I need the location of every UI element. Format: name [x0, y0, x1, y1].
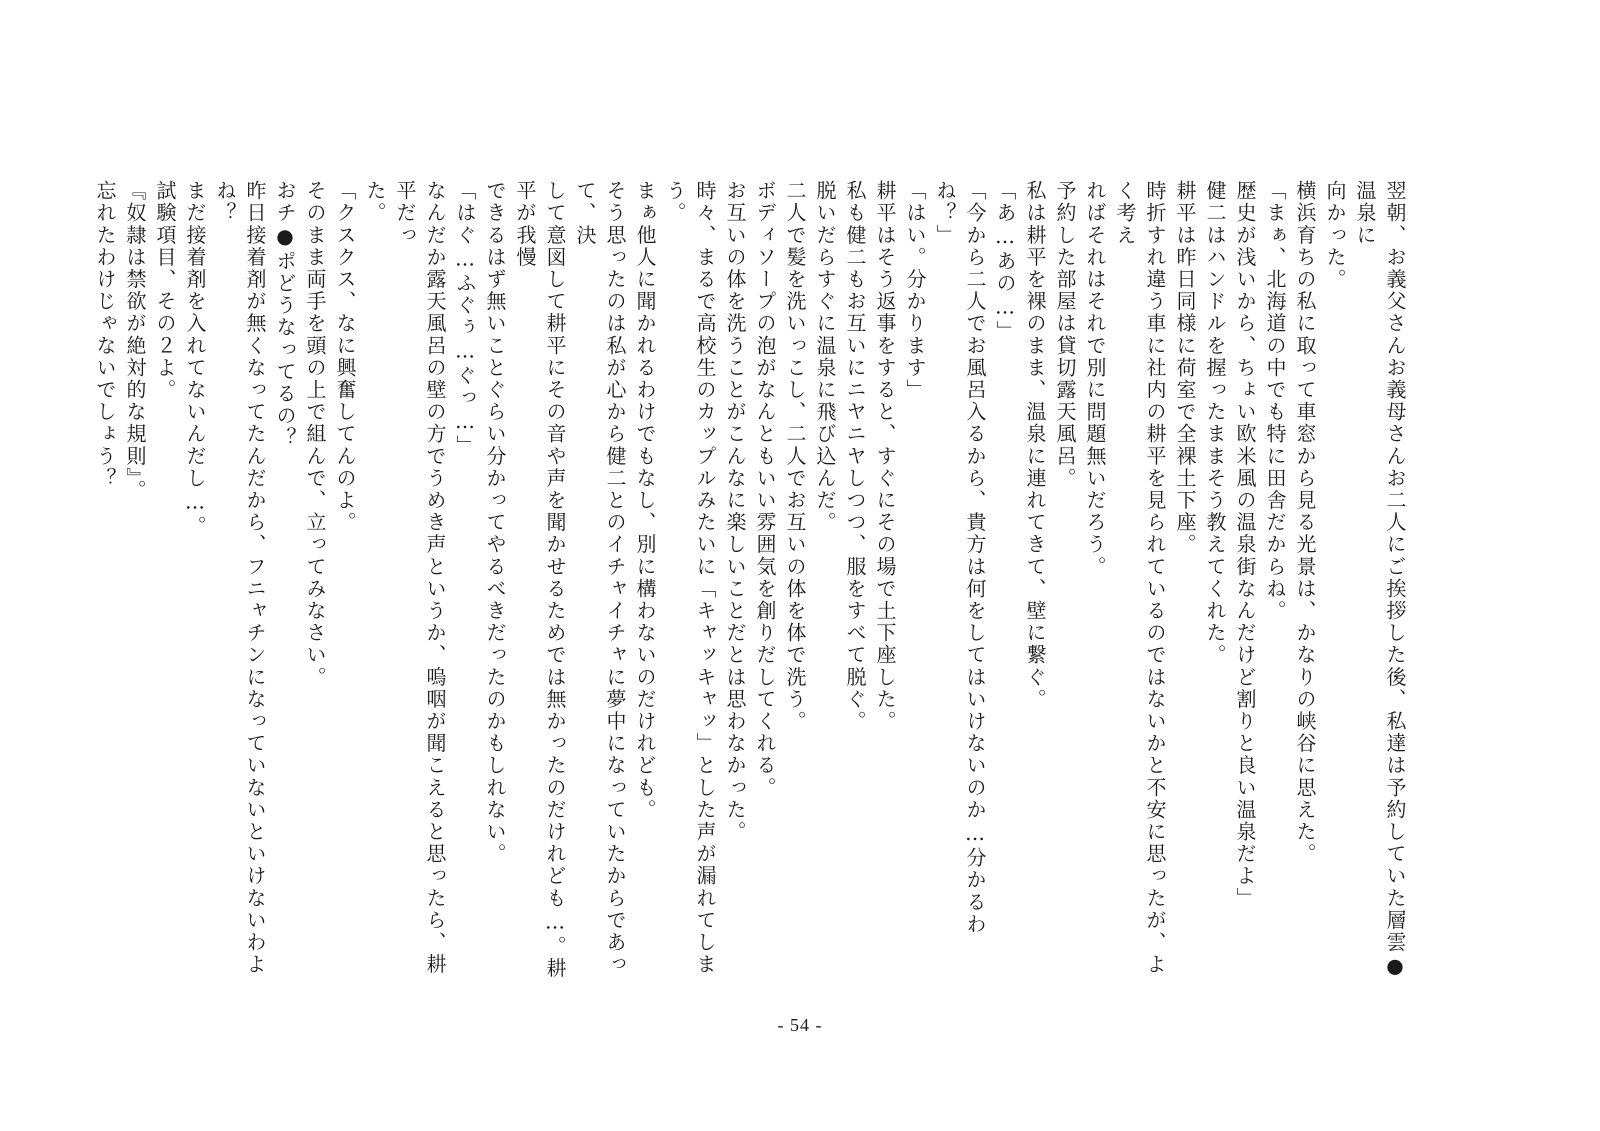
text-line: おチ●ポどうなってるの？ [273, 180, 297, 450]
text-line: 「はぐ…ふぐぅ…ぐっ…」 [453, 180, 477, 458]
text-line: 健二はハンドルを握ったままそう教えてくれた。 [1203, 180, 1227, 667]
text-line: そう思ったのは私が心から健二とのイチャイチャに夢中になっていたからであって、決 [573, 180, 627, 976]
text-line: 「まぁ、北海道の中でも特に田舎だからね。 [1263, 180, 1287, 622]
text-line: 「あ…あの…」 [993, 180, 1017, 343]
text-line: 試験項目、その２よ。 [153, 180, 177, 401]
text-line: 私は耕平を裸のまま、温泉に連れてきて、壁に繋ぐ。 [1023, 180, 1047, 711]
text-line: 「クスクス、なに興奮してんのよ。 [333, 180, 357, 534]
text-line: ればそれはそれで別に問題無いだろう。 [1083, 180, 1107, 578]
text-line: 耕平は昨日同様に荷室で全裸土下座。 [1173, 180, 1197, 556]
text-line: して意図して耕平にその音や声を聞かせるためでは無かったのだけれども…。耕平が我慢 [513, 180, 567, 980]
text-line: 「今から二人でお風呂入るから、貴方は何をしてはいけないのか…分かるわね？」 [933, 180, 987, 936]
text-line: 『奴隷は禁欲が絶対的な規則』。 [123, 180, 147, 502]
text-line: お互いの体を洗うことがこんなに楽しいことだとは思わなかった。 [723, 180, 747, 843]
text-line: 脱いだらすぐに温泉に飛び込んだ。 [813, 180, 837, 534]
text-line: 時々、まるで高校生のカップルみたいに「キャッキャッ」とした声が漏れてしまう。 [663, 180, 717, 976]
text-line: 二人で髪を洗いっこし、二人でお互いの体を体で洗う。 [783, 180, 807, 733]
text-line: ボディソープの泡がなんともいい雰囲気を創りだしてくれる。 [753, 180, 777, 799]
page-number: - 54 - [777, 1015, 823, 1035]
text-line: まだ接着剤を入れてないんだし…。 [183, 180, 207, 538]
text-line: まぁ他人に聞かれるわけでもなし、別に構わないのだけれども。 [633, 180, 657, 821]
text-line: 忘れたわけじゃないでしょう？ [93, 180, 117, 490]
text-line: 歴史が浅いから、ちょい欧米風の温泉街なんだけど割りと良い温泉だよ」 [1233, 180, 1257, 910]
text-line: 時折すれ違う車に社内の耕平を見られているのではないかと不安に思ったが、よく考え [1113, 180, 1167, 976]
text-line: できるはず無いことぐらい分かってやるべきだったのかもしれない。 [483, 180, 507, 866]
text-line: 予約した部屋は貸切露天風呂。 [1053, 180, 1077, 490]
text-line: そのまま両手を頭の上で組んで、立ってみなさい。 [303, 180, 327, 689]
text-line: 向かった。 [1323, 180, 1347, 291]
text-line: た。 [363, 180, 387, 225]
vertical-text-body [93, 180, 1410, 980]
text-line: 横浜育ちの私に取って車窓から見る光景は、かなりの峡谷に思えた。 [1293, 180, 1317, 866]
text-line: 耕平はそう返事をすると、すぐにその場で土下座した。 [873, 180, 897, 733]
text-line: 私も健二もお互いにニヤニヤしつつ、服をすべて脱ぐ。 [843, 180, 867, 733]
text-line: 「はい。分かります」 [903, 180, 927, 401]
text-line: 翌朝、お義父さんお義母さんお二人にご挨拶した後、私達は予約していた層雲●温泉に [1353, 180, 1407, 980]
text-line: 昨日接着剤が無くなってたんだから、フニャチンになっていないといけないわよね？ [213, 180, 267, 976]
text-line: なんだか露天風呂の壁の方でうめき声というか、嗚咽が聞こえると思ったら、耕平だっ [393, 180, 447, 976]
